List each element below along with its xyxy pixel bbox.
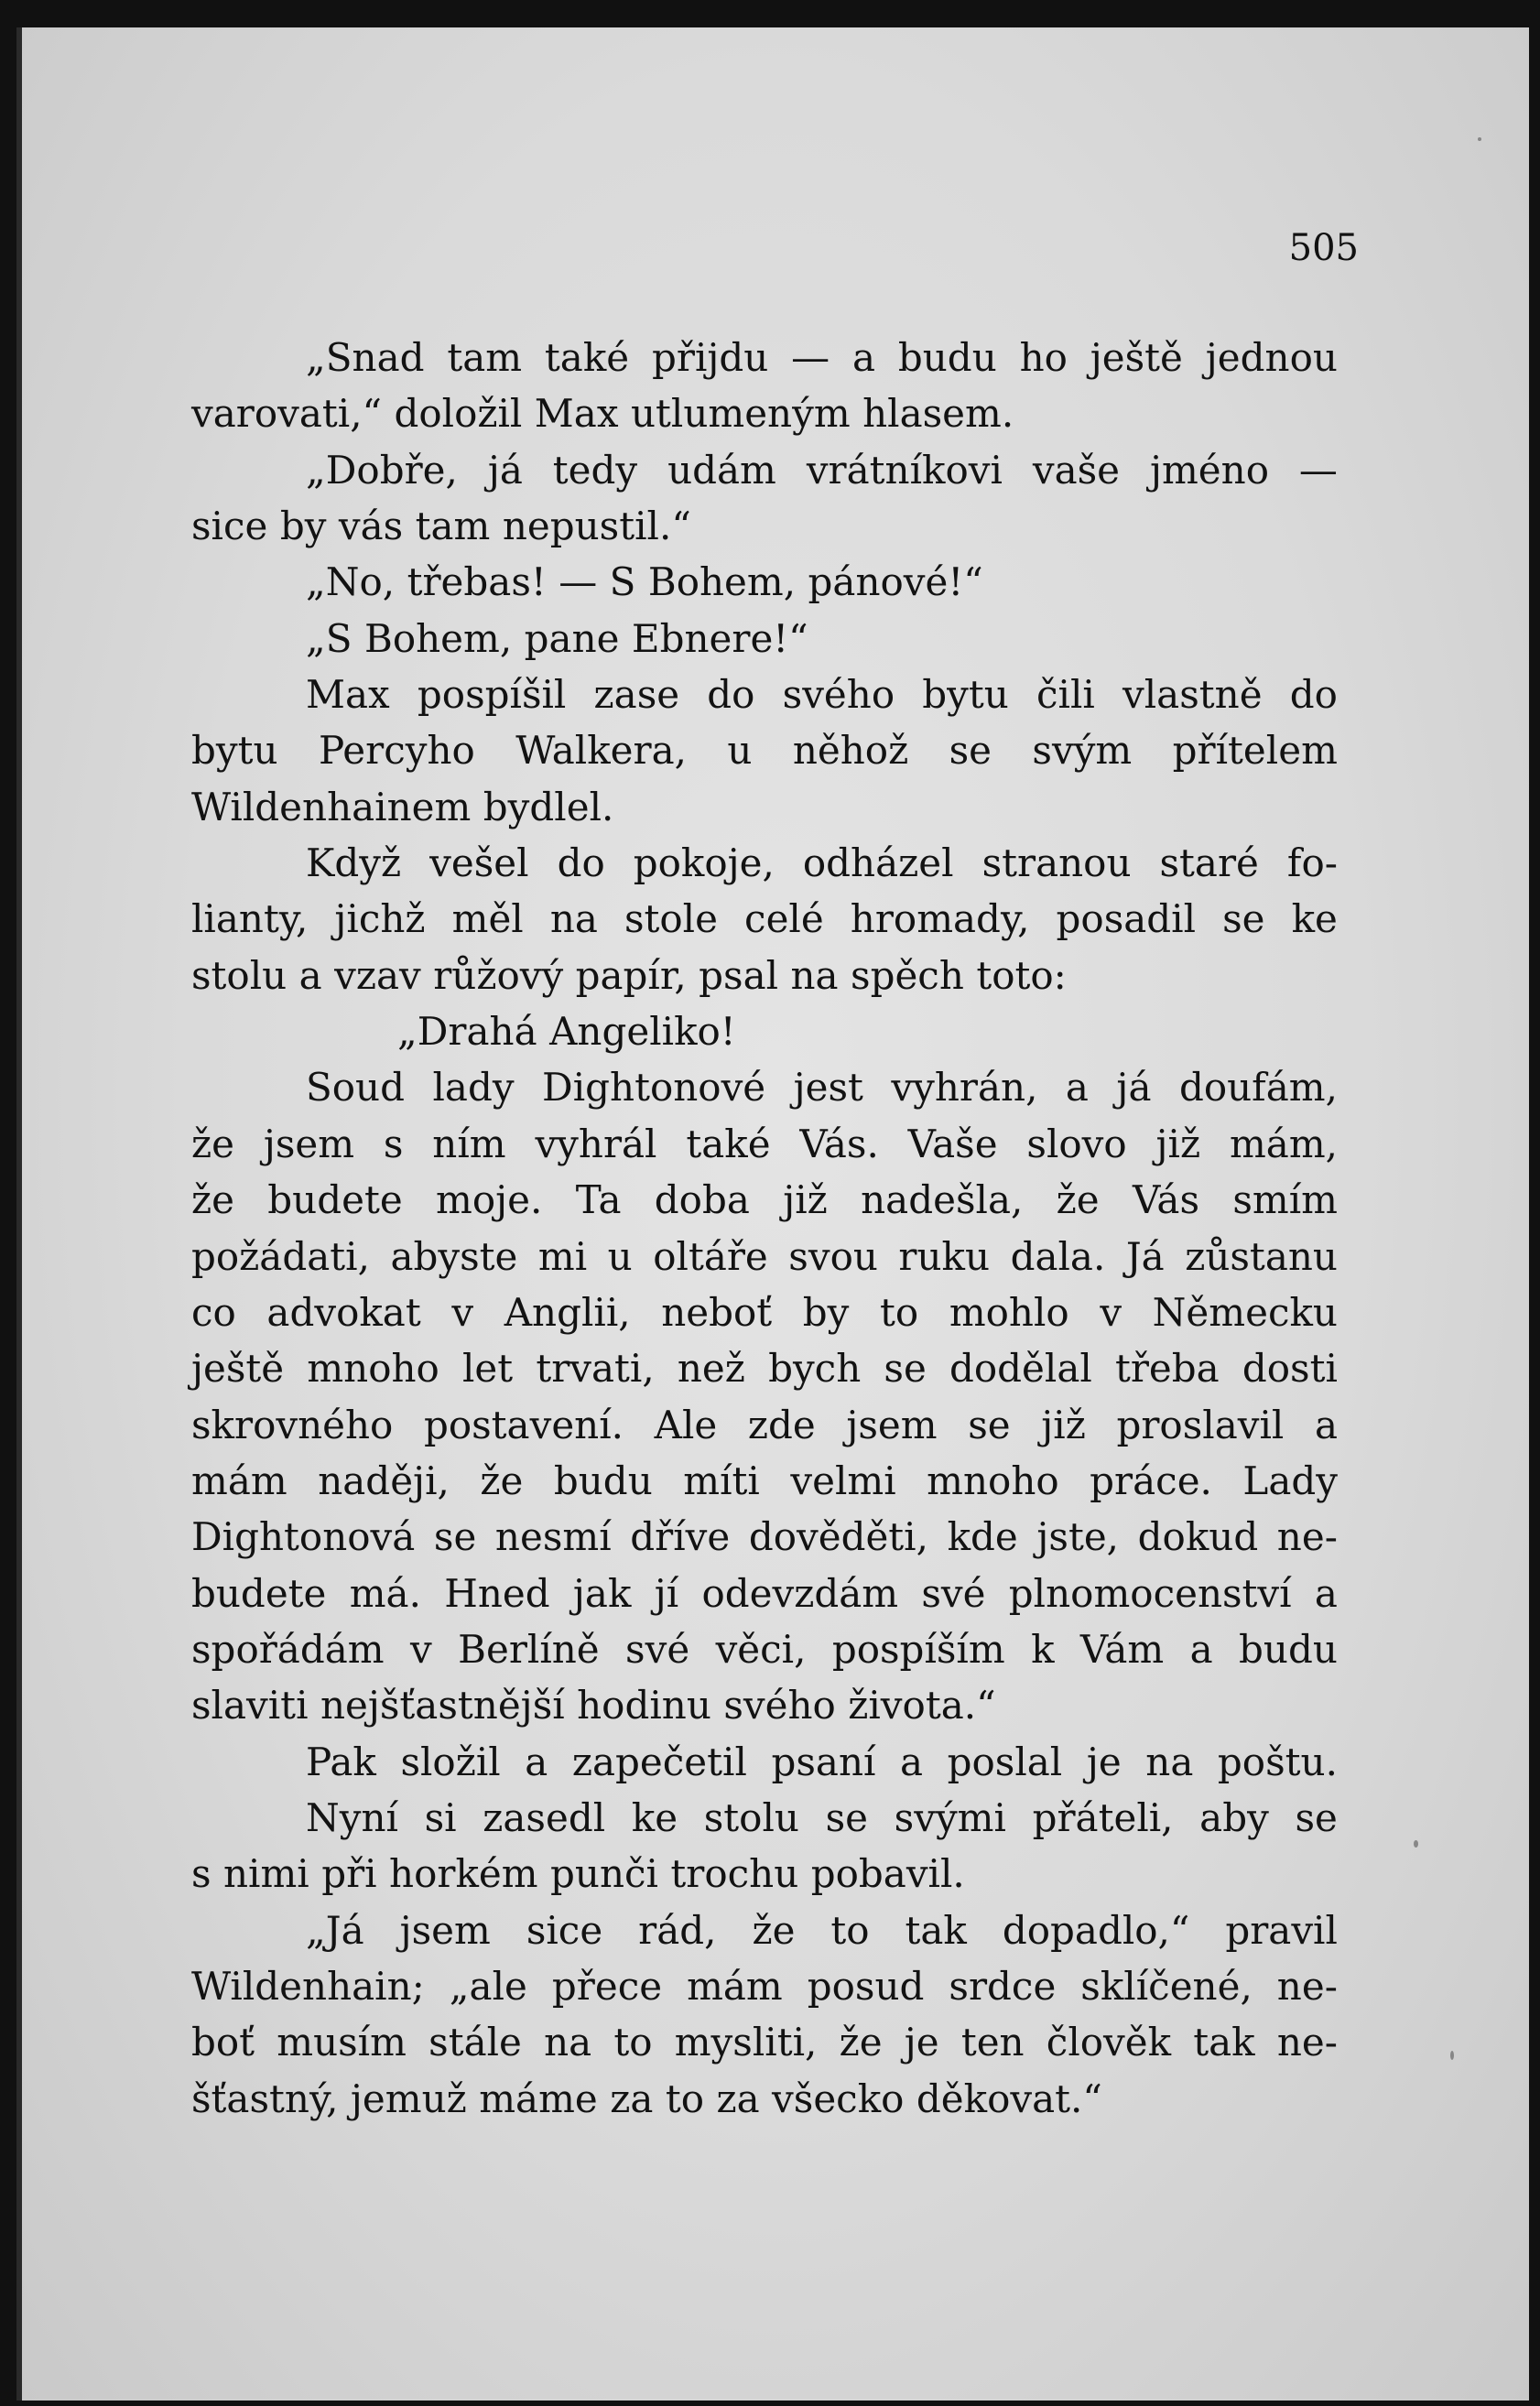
word: by (279, 504, 327, 549)
word: Ebnere!“ (631, 615, 808, 661)
text-line (191, 1059, 1338, 1115)
text-line (191, 442, 1338, 498)
word: věci, (715, 1626, 807, 1672)
text-line (191, 1509, 1338, 1565)
paper-speck (1414, 1840, 1418, 1848)
text-line (191, 1677, 1338, 1733)
word: slovo (1026, 1121, 1127, 1166)
word: já (487, 447, 523, 493)
word: Max (306, 672, 390, 718)
word: jichž (334, 896, 426, 942)
word: Vám (1079, 1626, 1165, 1672)
word: práce. (1090, 1458, 1212, 1503)
word: má. (349, 1570, 421, 1616)
word: na (1145, 1739, 1194, 1784)
word: trvati, (536, 1346, 655, 1392)
text-line (191, 1340, 1338, 1396)
page-number: 505 (1288, 227, 1359, 269)
word: staré (1159, 840, 1259, 886)
text-line (191, 835, 1338, 891)
text-line (191, 2014, 1338, 2070)
word: v (409, 1626, 432, 1672)
page-text (191, 330, 1338, 2127)
word: zde (747, 1402, 816, 1447)
word: stranou (981, 840, 1132, 886)
word: se (433, 1514, 477, 1560)
word: postavení. (423, 1402, 624, 1447)
word: s (191, 1851, 211, 1897)
word: již (1041, 1402, 1086, 1447)
word: musím (277, 2020, 407, 2065)
word: „Snad (306, 335, 425, 380)
word: sice (191, 504, 268, 549)
word: papír, (575, 952, 687, 998)
text-line (191, 891, 1338, 947)
word: do (707, 672, 755, 718)
text-line (191, 498, 1338, 554)
word: své (921, 1570, 986, 1616)
word: bych (768, 1346, 862, 1392)
word: doufám, (1178, 1065, 1338, 1111)
word: kde (947, 1514, 1018, 1560)
word: Vás (1132, 1177, 1200, 1223)
word: zasedl (483, 1794, 606, 1840)
text-line (191, 1902, 1338, 1958)
word: Wildenhain; (191, 1963, 425, 2009)
word: jest (793, 1065, 863, 1111)
text-line (191, 1453, 1338, 1509)
word: „No, (306, 559, 396, 605)
word: zase (593, 672, 680, 718)
word: stolu (191, 952, 287, 998)
word: — (1298, 447, 1338, 493)
word: hodinu (577, 1683, 711, 1729)
word: svého (782, 672, 895, 718)
word: velmi (790, 1458, 896, 1503)
text-line (191, 1116, 1338, 1172)
word: pobavil. (810, 1851, 965, 1897)
word: máme (479, 2075, 598, 2121)
word: to (665, 2075, 704, 2121)
word: toto: (976, 952, 1067, 998)
text-line (191, 1846, 1338, 1902)
word: to (830, 1907, 870, 1953)
word: že (839, 2020, 883, 2065)
word: spěch (851, 952, 964, 998)
word: a (1065, 1065, 1089, 1111)
word: svým (1032, 728, 1133, 774)
word: je (1086, 1739, 1122, 1784)
word: sklíčené, (1080, 1963, 1253, 2009)
word: jednou (1205, 335, 1338, 380)
word: ten (960, 2020, 1025, 2065)
word: doba (654, 1177, 750, 1223)
word: na (549, 896, 598, 942)
paper-speck (1450, 2051, 1454, 2060)
word: svou (788, 1233, 878, 1279)
word: jste, (1036, 1514, 1120, 1560)
word: Anglii, (504, 1289, 631, 1335)
word: svými (894, 1794, 1006, 1840)
word: mohlo (949, 1289, 1069, 1335)
word: dodělal (949, 1346, 1092, 1392)
word: Vaše (907, 1121, 998, 1166)
word: punči (550, 1851, 658, 1897)
word: měl (451, 896, 524, 942)
word: dosti (1242, 1346, 1338, 1392)
word: doložil (394, 391, 523, 437)
word: přijdu (651, 335, 769, 380)
word: ještě (1090, 335, 1183, 380)
word: nepustil.“ (502, 504, 691, 549)
word: Německu (1152, 1289, 1338, 1335)
text-line (191, 1621, 1338, 1677)
word: života.“ (848, 1683, 996, 1729)
word: moje. (436, 1177, 543, 1223)
word: v (451, 1289, 474, 1335)
word: Když (306, 840, 402, 886)
word: proslavil (1116, 1402, 1285, 1447)
word: to (613, 2020, 653, 2065)
word: celé (744, 896, 824, 942)
word: budu (897, 335, 997, 380)
text-line (191, 1003, 1338, 1059)
text-line (191, 554, 1338, 610)
word: naději, (318, 1458, 450, 1503)
word: Wildenhainem (191, 784, 472, 829)
text-line (191, 1790, 1338, 1846)
word: s (383, 1121, 404, 1166)
word: trochu (670, 1851, 799, 1897)
word: pospíším (831, 1626, 1005, 1672)
word: advokat (266, 1289, 421, 1335)
word: „Dobře, (306, 447, 458, 493)
word: nadešla, (861, 1177, 1024, 1223)
word: Bohem, (647, 559, 797, 605)
word: v (1100, 1289, 1122, 1335)
word: to (880, 1289, 919, 1335)
word: aby (1199, 1794, 1269, 1840)
word: neboť (661, 1289, 773, 1335)
word: spořádám (191, 1626, 385, 1672)
word: pravil (1225, 1907, 1338, 1953)
word: budete (267, 1177, 403, 1223)
word: vaše (1032, 447, 1121, 493)
word: Walkera, (515, 728, 687, 774)
word: ho (1019, 335, 1068, 380)
word: abyste (390, 1233, 518, 1279)
word: „S (306, 615, 352, 661)
word: že (191, 1177, 234, 1223)
word: že (191, 1121, 234, 1166)
text-line (191, 1566, 1338, 1621)
word: budu (1239, 1626, 1338, 1672)
text-line (191, 1229, 1338, 1284)
word: vás (338, 504, 404, 549)
word: stolu (703, 1794, 799, 1840)
word: odevzdám (701, 1570, 899, 1616)
word: lady (432, 1065, 515, 1111)
word: jsem (263, 1121, 355, 1166)
word: něhož (792, 728, 909, 774)
word: přece (551, 1963, 663, 2009)
word: již (783, 1177, 828, 1223)
word: srdce (949, 1963, 1057, 2009)
word: k (1031, 1626, 1055, 1672)
word: mi (537, 1233, 588, 1279)
text-line (191, 2071, 1338, 2127)
word: vyhrál (535, 1121, 657, 1166)
word: mnoho (927, 1458, 1059, 1503)
word: ke (631, 1794, 678, 1840)
word: boť (191, 2020, 255, 2065)
word: jméno (1149, 447, 1269, 493)
word: tam (415, 504, 491, 549)
word: bytu (922, 672, 1009, 718)
word: — (559, 559, 598, 605)
word: nimi (223, 1851, 309, 1897)
word: odházel (802, 840, 954, 886)
word: Vás. (799, 1121, 879, 1166)
word: mnoho (307, 1346, 439, 1392)
word: Pak (306, 1739, 376, 1784)
word: za (610, 2075, 654, 2121)
word: skrovného (191, 1402, 394, 1447)
word: a (1189, 1626, 1213, 1672)
word: se (968, 1402, 1011, 1447)
text-line (191, 385, 1338, 441)
word: všecko (772, 2075, 905, 2121)
word: tak (1193, 2020, 1255, 2065)
word: utlumeným (630, 391, 851, 437)
word: se (1222, 896, 1265, 942)
word: bydlel. (483, 784, 614, 829)
word: že (1056, 1177, 1100, 1223)
paper-speck (1478, 137, 1481, 141)
word: „ale (449, 1963, 527, 2009)
word: mysliti, (674, 2020, 818, 2065)
word: tedy (552, 447, 638, 493)
word: tak (905, 1907, 967, 1953)
word: na (790, 952, 839, 998)
word: poslal (947, 1739, 1063, 1784)
word: posud (807, 1963, 925, 2009)
word: S (609, 559, 636, 605)
word: Nyní (306, 1794, 398, 1840)
word: při (321, 1851, 377, 1897)
word: u (607, 1233, 633, 1279)
word: Bohem, (363, 615, 513, 661)
word: dopadlo,“ (1002, 1907, 1190, 1953)
word: se (949, 728, 992, 774)
word: že (480, 1458, 524, 1503)
word: složil (400, 1739, 501, 1784)
word: „Drahá (397, 1009, 537, 1055)
word: míti (683, 1458, 760, 1503)
word: také (686, 1121, 771, 1166)
word: Max (534, 391, 619, 437)
word: nesmí (494, 1514, 612, 1560)
word: vyhrán, (891, 1065, 1038, 1111)
word: budu (553, 1458, 653, 1503)
word: smím (1232, 1177, 1338, 1223)
word: za (716, 2075, 760, 2121)
word: je (904, 2020, 939, 2065)
word: a (1314, 1402, 1338, 1447)
text-line (191, 611, 1338, 667)
word: psaní (771, 1739, 876, 1784)
word: Angeliko! (549, 1009, 736, 1055)
word: stále (428, 2020, 522, 2065)
word: Ta (575, 1177, 622, 1223)
word: slaviti (191, 1683, 309, 1729)
word: — (791, 335, 830, 380)
text-line (191, 1734, 1338, 1790)
word: do (557, 840, 605, 886)
text-line (191, 1397, 1338, 1453)
word: se (884, 1346, 927, 1392)
word: Lady (1242, 1458, 1338, 1503)
word: mám (687, 1963, 783, 2009)
word: než (677, 1346, 745, 1392)
word: člověk (1046, 2020, 1172, 2065)
word: přítelem (1172, 728, 1338, 774)
word: bytu (191, 728, 278, 774)
text-line (191, 722, 1338, 778)
word: u (727, 728, 753, 774)
word: fo- (1286, 840, 1338, 886)
word: se (1295, 1794, 1338, 1840)
word: Berlíně (458, 1626, 600, 1672)
word: šťastný, (191, 2075, 339, 2121)
word: ním (432, 1121, 506, 1166)
word: budete (191, 1570, 327, 1616)
word: zapečetil (571, 1739, 747, 1784)
word: let (461, 1346, 514, 1392)
word: přáteli, (1032, 1794, 1174, 1840)
word: svého (723, 1683, 836, 1729)
word: a (852, 335, 876, 380)
word: tam (447, 335, 523, 380)
word: „Já (306, 1907, 364, 1953)
word: a (900, 1739, 924, 1784)
text-line (191, 1958, 1338, 2014)
word: zůstanu (1185, 1233, 1338, 1279)
word: jak (572, 1570, 632, 1616)
word: ruku (898, 1233, 991, 1279)
word: lianty, (191, 896, 309, 942)
word: dříve (630, 1514, 731, 1560)
word: již (1155, 1121, 1201, 1166)
word: já (1116, 1065, 1152, 1111)
word: se (825, 1794, 869, 1840)
word: Hned (444, 1570, 550, 1616)
word: do (1289, 672, 1338, 718)
word: dověděti, (748, 1514, 928, 1560)
word: jsem (399, 1907, 491, 1953)
word: nejšťastnější (320, 1683, 565, 1729)
text-line (191, 779, 1338, 835)
word: a (525, 1739, 548, 1784)
word: co (191, 1289, 236, 1335)
word: vlastně (1122, 672, 1263, 718)
word: Soud (306, 1065, 405, 1111)
word: stole (624, 896, 718, 942)
text-line (191, 667, 1338, 722)
word: ne- (1276, 2020, 1338, 2065)
word: růžový (433, 952, 564, 998)
word: Ale (654, 1402, 718, 1447)
word: varovati,“ (191, 391, 383, 437)
book-page (16, 27, 1529, 2401)
word: si (424, 1794, 457, 1840)
word: psal (699, 952, 779, 998)
word: dala. (1010, 1233, 1106, 1279)
word: čili (1036, 672, 1095, 718)
word: pane (524, 615, 620, 661)
word: ne- (1276, 1963, 1338, 2009)
word: vrátníkovi (806, 447, 1003, 493)
word: oltáře (653, 1233, 768, 1279)
word: plnomocenství (1008, 1570, 1292, 1616)
word: Dightonová (191, 1514, 416, 1560)
word: hromady, (850, 896, 1030, 942)
word: požádati, (191, 1233, 370, 1279)
word: ke (1291, 896, 1338, 942)
text-line (191, 948, 1338, 1003)
word: Dightonové (542, 1065, 766, 1111)
word: by (802, 1289, 850, 1335)
text-line (191, 330, 1338, 385)
word: také (544, 335, 630, 380)
word: a (1314, 1570, 1338, 1616)
word: jemuž (350, 2075, 467, 2121)
word: na (544, 2020, 592, 2065)
word: hlasem. (862, 391, 1014, 437)
word: děkovat.“ (916, 2075, 1102, 2121)
word: Já (1125, 1233, 1165, 1279)
word: posadil (1056, 896, 1197, 942)
word: a (298, 952, 322, 998)
word: dokud (1137, 1514, 1259, 1560)
word: vzav (334, 952, 421, 998)
word: poštu. (1217, 1739, 1338, 1784)
word: pospíšil (417, 672, 567, 718)
word: jí (654, 1570, 679, 1616)
text-line (191, 1284, 1338, 1340)
word: udám (667, 447, 776, 493)
word: třebas! (407, 559, 547, 605)
word: jsem (846, 1402, 938, 1447)
word: mám (191, 1458, 287, 1503)
word: rád, (638, 1907, 717, 1953)
word: Percyho (318, 728, 475, 774)
word: pánové!“ (808, 559, 983, 605)
word: mám, (1229, 1121, 1338, 1166)
word: pokoje, (633, 840, 775, 886)
word: sice (526, 1907, 603, 1953)
word: třeba (1114, 1346, 1220, 1392)
word: své (625, 1626, 690, 1672)
word: vešel (429, 840, 529, 886)
word: horkém (389, 1851, 538, 1897)
word: ne- (1276, 1514, 1338, 1560)
word: že (752, 1907, 796, 1953)
word: ještě (191, 1346, 285, 1392)
text-line (191, 1172, 1338, 1228)
